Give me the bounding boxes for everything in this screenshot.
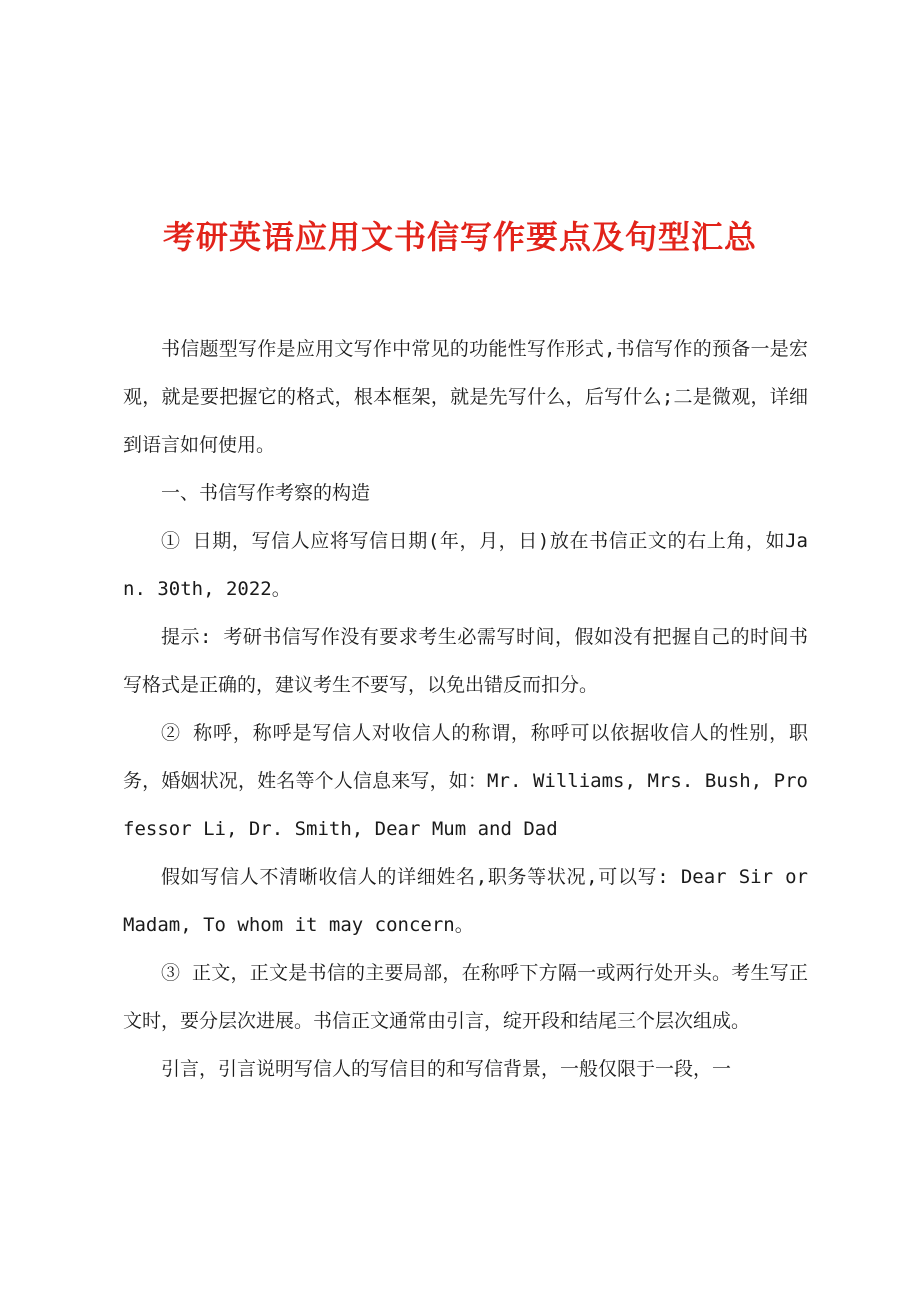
intro-paragraph: 书信题型写作是应用文写作中常见的功能性写作形式,书信写作的预备一是宏观，就是要把握它的格式，根本框架，就是先写什么，后写什么;二是微观，详细到语言如何使用。 (123, 338, 808, 456)
introduction-paragraph: 引言，引言说明写信人的写信目的和写信背景，一般仅限于一段，一 (161, 1058, 732, 1080)
salutation-paragraph: ② 称呼，称呼是写信人对收信人的称谓，称呼可以依据收信人的性别，职务，婚姻状况，姓名等个人信息来写，如：Mr. Williams, Mrs. Bush, Professor Li, Dr. Smith, Dear Mum and Dad (123, 722, 808, 840)
section-heading: 一、书信写作考察的构造 (161, 482, 371, 504)
tip-paragraph: 提示: 考研书信写作没有要求考生必需写时间，假如没有把握自己的时间书写格式是正确的，建议考生不要写，以免出错反而扣分。 (123, 626, 808, 696)
document-title: 考研英语应用文书信写作要点及句型汇总 (162, 218, 757, 257)
document-body (123, 325, 808, 1093)
unknown-recipient-paragraph: 假如写信人不清晰收信人的详细姓名,职务等状况,可以写: Dear Sir or Madam, To whom it may concern。 (123, 866, 808, 936)
body-section-paragraph: ③ 正文，正文是书信的主要局部，在称呼下方隔一或两行处开头。考生写正文时，要分层次进展。书信正文通常由引言，绽开段和结尾三个层次组成。 (123, 962, 808, 1032)
date-paragraph: ① 日期，写信人应将写信日期(年，月，日)放在书信正文的右上角，如Jan. 30th, 2022。 (123, 530, 808, 600)
